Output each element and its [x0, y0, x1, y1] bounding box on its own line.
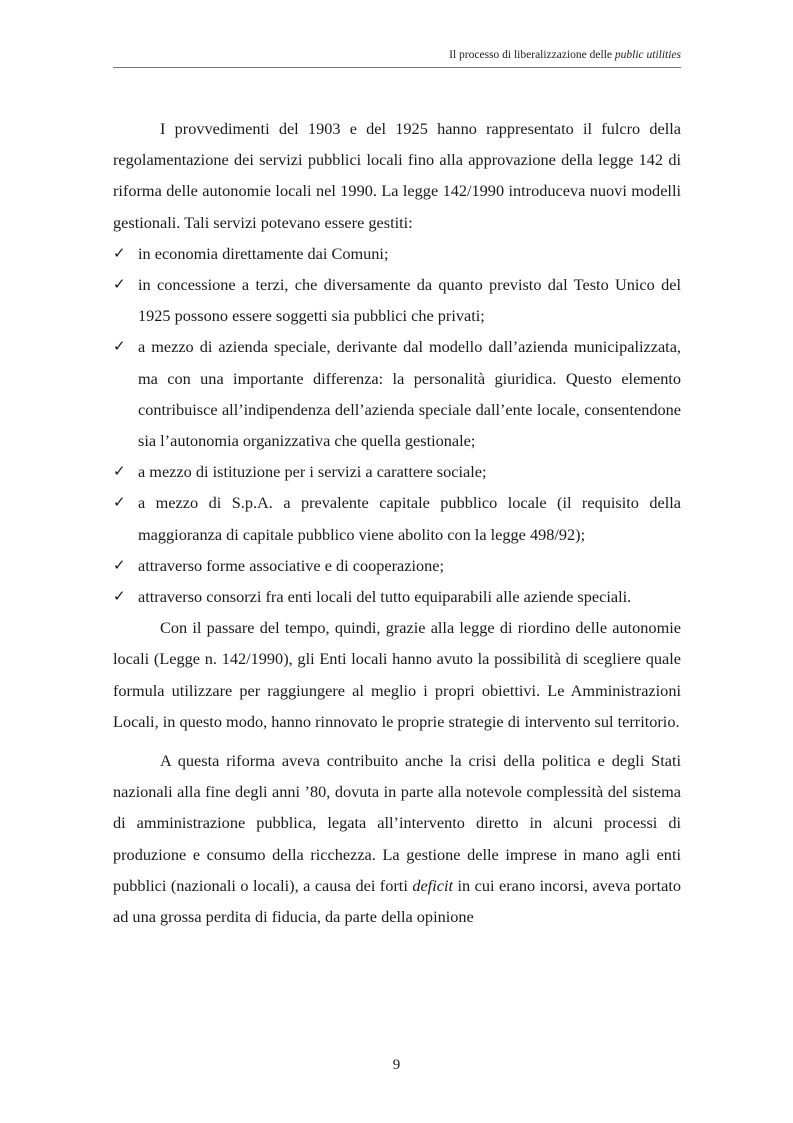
list-item — [113, 487, 681, 549]
checkmark-icon: ✓ — [113, 243, 126, 262]
list-item-text: a mezzo di istituzione per i servizi a carattere sociale; — [138, 462, 487, 482]
paragraph-intro: I provvedimenti del 1903 e del 1925 hanno rappresentato il fulcro della regolamentazione dei servizi pubblici locali fino alla approvazione della legge 142 di riforma delle autonomie locali nel 1990. La legge 142/1990 introduceva nuovi modelli gestionali. Tali servizi potevano essere gestiti: — [113, 119, 681, 232]
list-item — [113, 456, 681, 487]
checkmark-icon: ✓ — [113, 587, 126, 606]
list-item — [113, 269, 681, 331]
paragraph-crisis — [113, 745, 681, 932]
list-item-text: attraverso forme associative e di cooperazione; — [138, 555, 445, 575]
list-item — [113, 331, 681, 456]
paragraph-crisis-text: A questa riforma aveva contribuito anche la crisi della politica e degli Stati nazionali alla fine degli anni ’80, dovuta in parte alla notevole complessità del sistema di amministrazione pubblica, legata all’intervento diretto in alcuni processi di produzione e consumo della ricchezza. La gestione delle imprese in mano agli enti pubblici (nazionali o locali), a causa dei forti — [113, 751, 681, 895]
page-number: 9 — [392, 1057, 401, 1073]
list-item — [113, 581, 681, 612]
list-item — [113, 550, 681, 581]
checkmark-icon: ✓ — [113, 275, 126, 294]
list-item — [113, 238, 681, 269]
list-item-text: attraverso consorzi fra enti locali del tutto equiparabili alle aziende speciali. — [138, 587, 632, 607]
header-divider — [113, 67, 681, 68]
page-body — [113, 113, 681, 932]
checkmark-icon: ✓ — [113, 493, 126, 512]
list-item-text: a mezzo di azienda speciale, derivante dal modello dall’azienda municipalizzata, ma con una importante differenza: la personalità giuridica. Questo elemento contribuisce all’indipendenza dell’azienda speciale dall’ente locale, consentendone sia l’autonomia organizzativa che quella gestionale; — [138, 337, 681, 451]
header-title: Il processo di liberalizzazione delle — [449, 49, 615, 61]
list-item-text: in economia direttamente dai Comuni; — [138, 243, 389, 263]
list-item-text: in concessione a terzi, che diversamente da quanto previsto dal Testo Unico del 1925 possono essere soggetti sia pubblici che privati; — [138, 275, 681, 326]
list-item-text: a mezzo di S.p.A. a prevalente capitale pubblico locale (il requisito della maggioranza di capitale pubblico viene abolito con la legge 498/92); — [138, 493, 681, 544]
running-header — [449, 49, 681, 61]
header-title-italic: public utilities — [614, 49, 681, 61]
paragraph-reform: Con il passare del tempo, quindi, grazie alla legge di riordino delle autonomie locali (Legge n. 142/1990), gli Enti locali hanno avuto la possibilità di scegliere quale formula utilizzare per raggiungere al meglio i propri obiettivi. Le Amministrazioni Locali, in questo modo, hanno rinnovato le proprie strategie di intervento sul territorio. — [113, 618, 681, 731]
deficit-term: deficit — [412, 875, 453, 895]
paragraph-crisis-text-end: in cui erano incorsi, aveva portato ad una grossa perdita di fiducia, da parte della opinione — [113, 875, 681, 927]
checkmark-icon: ✓ — [113, 337, 126, 356]
management-models-list — [113, 238, 681, 612]
checkmark-icon: ✓ — [113, 555, 126, 574]
checkmark-icon: ✓ — [113, 462, 126, 481]
